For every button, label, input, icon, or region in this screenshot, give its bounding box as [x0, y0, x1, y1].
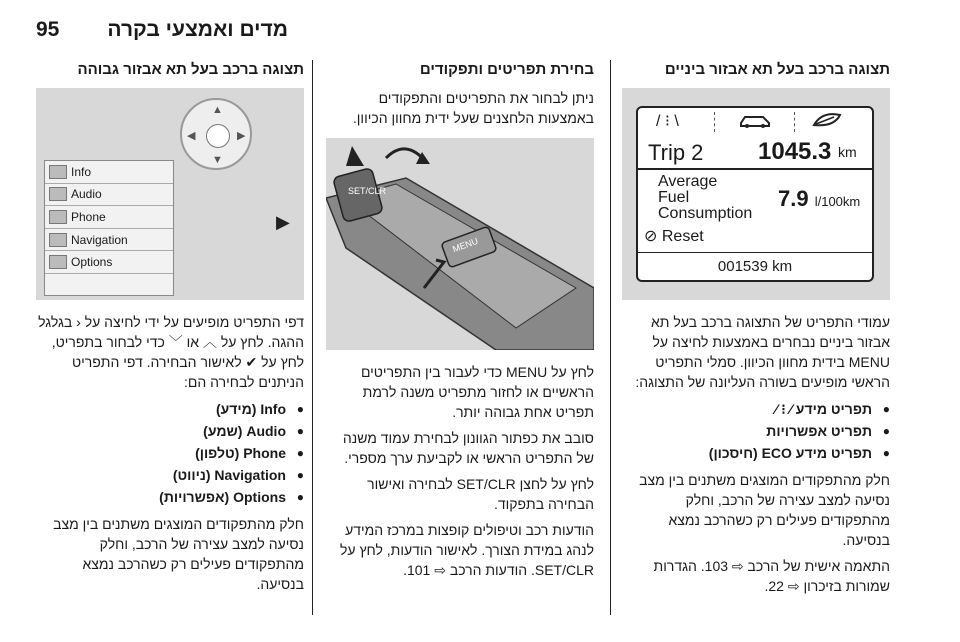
- column-divider: [312, 60, 313, 615]
- right-column: [622, 60, 890, 602]
- steering-wheel-controls: [180, 98, 252, 170]
- menu-item-label: Navigation: [71, 232, 128, 247]
- paragraph: ניתן לבחור את התפריטים והתפקודים באמצעות הלחצנים שעל ידית מחוון הכיוון.: [352, 90, 594, 126]
- forward-arrow-icon: ▶: [276, 212, 290, 232]
- menu-item-label: Options: [71, 255, 113, 270]
- menu-button[interactable]: MENU: [451, 235, 480, 255]
- paragraph: סובב את כפתור הגוונון לבחירת עמוד משנה של התפריט הראשי או לקביעת ערך מספרי.: [342, 430, 594, 466]
- paragraph: לחץ על לחצן SET/CLR לבחירה ואישור הבחירה בתפקוד.: [367, 476, 594, 512]
- car-icon: [738, 111, 772, 134]
- section-heading: תצוגה ברכב בעל תא אבזור גבוהה: [77, 61, 304, 78]
- reset-option[interactable]: [644, 226, 704, 246]
- icon-separator: [714, 112, 715, 132]
- menu-list: [36, 398, 304, 508]
- fuel-range-icon: / ⁝ \: [656, 113, 679, 130]
- menu-panel: [44, 160, 174, 296]
- paragraph: הודעות רכב וטיפולים קופצות במרכז המידע לנהג במידת הצורך. לאישור הודעות, לחץ על SET/CLR. הודעות הרכב ⇨ 101.: [340, 522, 594, 578]
- trip-computer-figure: [622, 88, 890, 300]
- eco-leaf-icon: [812, 111, 842, 134]
- down-arrow-icon[interactable]: ▼: [212, 154, 223, 166]
- section-heading: בחירת תפריטים ותפקודים: [419, 61, 594, 78]
- fuel-unit: l/100km: [814, 194, 861, 209]
- distance-unit: km: [838, 144, 857, 160]
- paragraph: לחץ על MENU כדי לעבור בין התפריטים הראשיים או לחזור מתפריט משנה לרמת תפריט אחת גבוהה יותר.: [360, 364, 594, 420]
- list-item: ● Info (מידע): [36, 398, 304, 420]
- list-item: ● תפריט אפשרויות: [622, 420, 890, 442]
- section-heading: תצוגה ברכב בעל תא אבזור ביניים: [664, 61, 890, 78]
- menu-item-audio[interactable]: [45, 184, 173, 207]
- menu-item-options[interactable]: [45, 251, 173, 274]
- consumption-label: Consumption: [658, 205, 753, 222]
- separator-line: [638, 168, 872, 170]
- menu-icon-bar: [638, 108, 872, 136]
- middle-column: [326, 60, 594, 586]
- menu-item-label: Audio: [71, 187, 102, 202]
- up-arrow-icon[interactable]: ▲: [212, 104, 223, 116]
- paragraph: חלק מהתפקודים המוצגים משתנים בין מצב נסיעה למצב עצירה של הרכב, וחלק מהתפקודים פעילים רק כשהרכב נמצא בנסיעה.: [639, 472, 890, 548]
- right-arrow-icon[interactable]: ▶: [237, 130, 246, 142]
- ok-button[interactable]: [206, 124, 230, 148]
- menu-item-label: Info: [71, 164, 92, 179]
- trip-distance: 1045.3: [758, 138, 832, 165]
- left-column: [36, 60, 304, 600]
- options-icon: [49, 255, 67, 269]
- odometer-reading: 001539 km: [717, 258, 793, 275]
- trip-label: Trip 2: [648, 140, 704, 165]
- page-number: 95: [36, 18, 60, 41]
- reset-label: Reset: [661, 228, 704, 245]
- page-header: [0, 0, 960, 50]
- menu-display-figure: [36, 88, 304, 300]
- menu-item-phone[interactable]: [45, 206, 173, 229]
- menu-item-label: Phone: [71, 209, 106, 224]
- column-divider: [610, 60, 611, 615]
- fuel-value: 7.9: [778, 186, 809, 211]
- menu-list: [622, 398, 890, 464]
- list-item: ● Options (אפשרויות): [36, 486, 304, 508]
- list-item: ● תפריט מידע ECO (חיסכון): [622, 442, 890, 464]
- fuel-label: Fuel: [658, 189, 690, 206]
- phone-icon: [49, 210, 67, 224]
- list-item: ● Navigation (ניווט): [36, 464, 304, 486]
- list-item: ● Phone (טלפון): [36, 442, 304, 464]
- icon-separator: [794, 112, 795, 132]
- turn-signal-lever-figure: [326, 138, 594, 350]
- paragraph: התאמה אישית של הרכב ⇨ 103. הגדרות שמורות בזיכרון ⇨ 22.: [653, 558, 890, 594]
- audio-icon: [49, 187, 67, 201]
- list-item: ● תפריט מידע ⁄ ⁝ ⁄: [622, 398, 890, 420]
- paragraph: דפי התפריט מופיעים על ידי לחיצה על ‹ בגלגל ההגה. לחץ על ︿ או ﹀ כדי לבחור בתפריט, לחץ על ✔ לאישור הבחירה. דפי התפריט הניתנים לבחירה הם:: [38, 314, 304, 390]
- check-circle-icon: ⊘: [644, 228, 658, 245]
- list-item: ● Audio (שמע): [36, 420, 304, 442]
- chapter-title: מדים ואמצעי בקרה: [107, 18, 288, 41]
- average-label: Average: [658, 173, 718, 190]
- trip-computer-screen: [636, 106, 874, 282]
- paragraph: חלק מהתפקודים המוצגים משתנים בין מצב נסיעה למצב עצירה של הרכב, וחלק מהתפקודים פעילים רק כשהרכב נמצא בנסיעה.: [53, 516, 304, 592]
- menu-item-info[interactable]: [45, 161, 173, 184]
- set-clr-button[interactable]: SET/CLR: [348, 186, 387, 196]
- separator-line: [638, 252, 872, 253]
- paragraph: עמודי התפריט של התצוגה ברכב בעל תא אבזור ביניים נבחרים באמצעות לחיצה על MENU בידית מחוון הכיוון. סמלי התפריט הראשי מופיעים בשורה העליונה של התצוגה:: [635, 314, 890, 390]
- left-arrow-icon[interactable]: ◀: [187, 130, 196, 142]
- menu-item-navigation[interactable]: [45, 229, 173, 252]
- info-icon: [49, 165, 67, 179]
- fuel-consumption-value: [778, 186, 860, 212]
- navigation-icon: [49, 233, 67, 247]
